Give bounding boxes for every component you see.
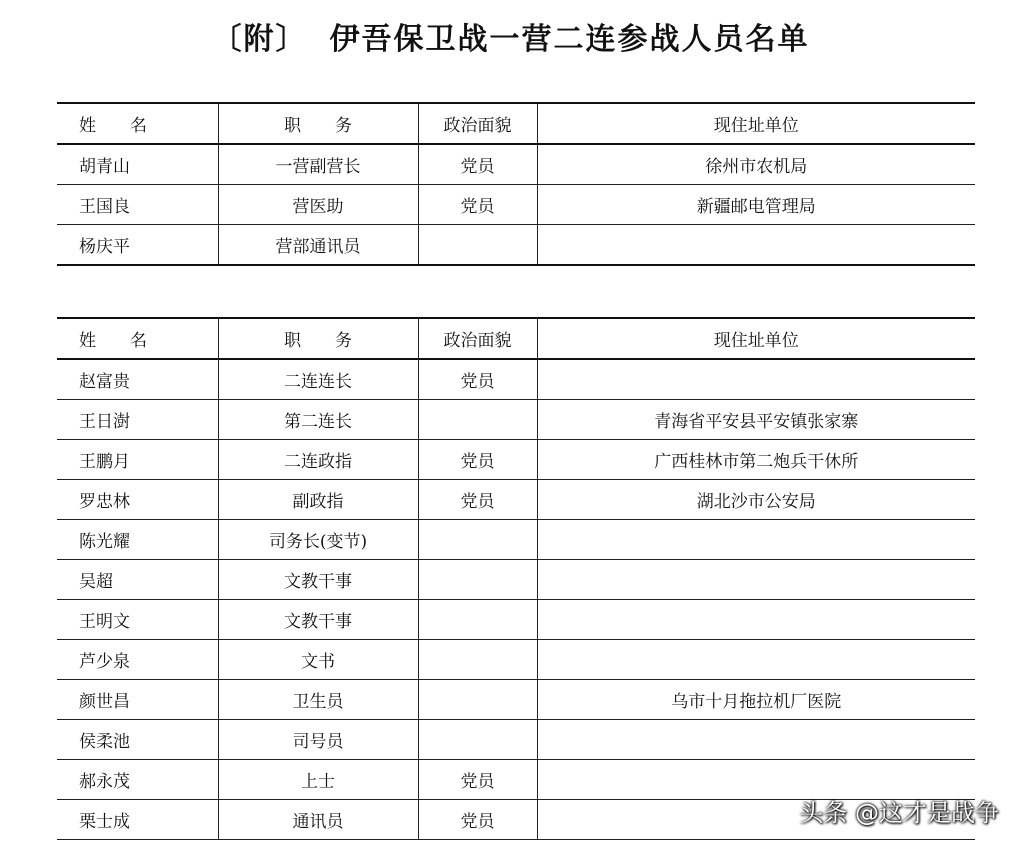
header-current-address: 现住址单位 <box>537 318 975 359</box>
cell-position: 通讯员 <box>218 800 418 840</box>
watermark: 头条 @这才是战争 <box>799 799 999 827</box>
cell-name: 王日澍 <box>57 400 218 440</box>
cell-political-status <box>418 225 537 266</box>
cell-position: 卫生员 <box>218 680 418 720</box>
cell-position: 文教干事 <box>218 600 418 640</box>
cell-name: 杨庆平 <box>57 225 218 266</box>
cell-position: 营部通讯员 <box>218 225 418 266</box>
table-row <box>57 640 975 680</box>
cell-position: 上士 <box>218 760 418 800</box>
cell-address <box>537 520 975 560</box>
cell-address: 徐州市农机局 <box>537 144 975 185</box>
cell-address: 青海省平安县平安镇张家寨 <box>537 400 975 440</box>
cell-political-status: 党员 <box>418 144 537 185</box>
cell-position: 第二连长 <box>218 400 418 440</box>
table-row <box>57 225 975 266</box>
cell-name: 罗忠林 <box>57 480 218 520</box>
cell-name: 陈光耀 <box>57 520 218 560</box>
cell-position: 司号员 <box>218 720 418 760</box>
cell-name: 郝永茂 <box>57 760 218 800</box>
header-position: 职 务 <box>218 103 418 144</box>
cell-position: 文书 <box>218 640 418 680</box>
header-political-status: 政治面貌 <box>418 318 537 359</box>
table-row <box>57 520 975 560</box>
header-current-address: 现住址单位 <box>537 103 975 144</box>
cell-name: 芦少泉 <box>57 640 218 680</box>
cell-political-status <box>418 400 537 440</box>
cell-address: 新疆邮电管理局 <box>537 185 975 225</box>
cell-political-status: 党员 <box>418 440 537 480</box>
table-row <box>57 359 975 400</box>
table-row <box>57 680 975 720</box>
cell-name: 胡青山 <box>57 144 218 185</box>
page-title <box>0 14 1021 58</box>
table-header-row <box>57 318 975 359</box>
table-row <box>57 440 975 480</box>
title-text: 伊吾保卫战一营二连参战人员名单 <box>329 22 810 57</box>
header-political-status: 政治面貌 <box>418 103 537 144</box>
cell-political-status <box>418 680 537 720</box>
cell-address <box>537 640 975 680</box>
table-row <box>57 720 975 760</box>
roster-table-battalion <box>57 102 975 266</box>
header-name: 姓 名 <box>57 103 218 144</box>
cell-address <box>537 560 975 600</box>
cell-political-status <box>418 600 537 640</box>
table-row <box>57 144 975 185</box>
cell-position: 营医助 <box>218 185 418 225</box>
cell-political-status <box>418 640 537 680</box>
cell-name: 栗士成 <box>57 800 218 840</box>
cell-political-status: 党员 <box>418 760 537 800</box>
cell-position: 二连政指 <box>218 440 418 480</box>
cell-address <box>537 720 975 760</box>
cell-name: 吴超 <box>57 560 218 600</box>
cell-political-status <box>418 720 537 760</box>
cell-political-status: 党员 <box>418 480 537 520</box>
cell-name: 赵富贵 <box>57 359 218 400</box>
cell-name: 王国良 <box>57 185 218 225</box>
cell-political-status <box>418 560 537 600</box>
table-row <box>57 185 975 225</box>
cell-address: 乌市十月拖拉机厂医院 <box>537 680 975 720</box>
header-name: 姓 名 <box>57 318 218 359</box>
cell-address: 湖北沙市公安局 <box>537 480 975 520</box>
header-position: 职 务 <box>218 318 418 359</box>
cell-address <box>537 359 975 400</box>
cell-name: 侯柔池 <box>57 720 218 760</box>
cell-political-status: 党员 <box>418 185 537 225</box>
cell-address: 广西桂林市第二炮兵干休所 <box>537 440 975 480</box>
table-row <box>57 600 975 640</box>
cell-political-status: 党员 <box>418 800 537 840</box>
cell-political-status: 党员 <box>418 359 537 400</box>
title-prefix: 〔附〕 <box>211 22 308 57</box>
cell-political-status <box>418 520 537 560</box>
cell-name: 王鹏月 <box>57 440 218 480</box>
cell-address <box>537 225 975 266</box>
cell-position: 副政指 <box>218 480 418 520</box>
cell-address <box>537 600 975 640</box>
cell-position: 文教干事 <box>218 560 418 600</box>
cell-position: 司务长(变节) <box>218 520 418 560</box>
cell-position: 一营副营长 <box>218 144 418 185</box>
cell-name: 颜世昌 <box>57 680 218 720</box>
table-header-row <box>57 103 975 144</box>
table-row <box>57 480 975 520</box>
cell-name: 王明文 <box>57 600 218 640</box>
cell-position: 二连连长 <box>218 359 418 400</box>
roster-table-company <box>57 317 975 840</box>
table-row <box>57 560 975 600</box>
table-row <box>57 400 975 440</box>
